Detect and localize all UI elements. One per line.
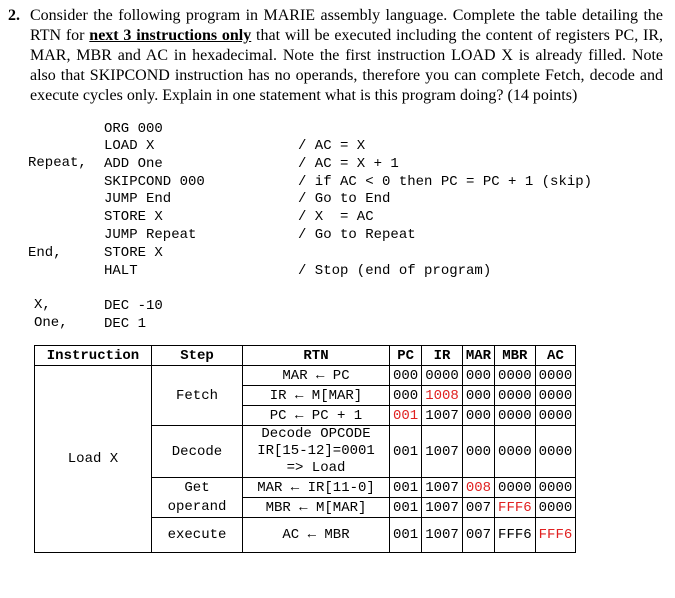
rtn-cell: IR ← M[MAR] [243,386,390,406]
instruction-cell: Load X [35,366,152,553]
rtn-decode-line2: IR[15-12]=0001 [257,443,375,459]
ir-cell: 1007 [422,498,463,518]
pc-cell: 001 [390,518,422,553]
instr-jump-end: JUMP End [104,191,172,207]
instr-store-end: STORE X [104,245,163,261]
question-text-part1: Consider the following program in MARIE assembly language. Complete the table detailing the RTN for [30,7,663,44]
mbr-cell: 0000 [495,478,536,498]
header-instruction: Instruction [35,346,152,366]
rtn-decode-line3: => Load [286,460,346,476]
rtn-cell: MAR ← PC [243,366,390,386]
ir-cell: 1007 [422,518,463,553]
instr-store: STORE X [104,209,163,225]
label-repeat: Repeat, [28,155,87,171]
rtn-table [34,345,576,553]
comment-add: / AC = X + 1 [298,156,399,172]
header-rtn: RTN [243,346,390,366]
mar-cell: 007 [462,518,494,553]
ir-cell: 1007 [422,478,463,498]
question-block [8,6,663,106]
ac-cell: 0000 [535,406,576,426]
question-text [30,6,663,106]
mbr-cell: 0000 [495,406,536,426]
label-end: End, [28,245,62,261]
ac-cell: 0000 [535,386,576,406]
mbr-cell: 0000 [495,386,536,406]
rtn-decode-line1: Decode OPCODE [261,426,371,442]
mar-cell-highlight: 008 [462,478,494,498]
pc-cell: 001 [390,478,422,498]
mbr-cell: 0000 [495,366,536,386]
label-x: X, [34,297,51,313]
header-mbr: MBR [495,346,536,366]
instr-load: LOAD X [104,138,155,154]
step-fetch: Fetch [152,366,243,426]
ac-cell: 0000 [535,478,576,498]
instr-dec-one: DEC 1 [104,316,147,332]
rtn-cell: PC ← PC + 1 [243,406,390,426]
question-number: 2. [8,7,20,24]
header-ir: IR [422,346,463,366]
instr-dec-x: DEC -10 [104,298,163,314]
ac-cell: 0000 [535,498,576,518]
mbr-cell: 0000 [495,426,536,478]
instr-skipcond: SKIPCOND 000 [104,174,205,190]
comment-store: / X = AC [298,209,374,225]
header-pc: PC [390,346,422,366]
mar-cell: 000 [462,366,494,386]
mar-cell: 000 [462,406,494,426]
comment-jump-end: / Go to End [298,191,391,207]
ir-cell-highlight: 1008 [422,386,463,406]
rtn-cell: MAR ← IR[11-0] [243,478,390,498]
pc-cell: 001 [390,498,422,518]
rtn-cell-decode [243,426,390,478]
instr-halt: HALT [104,263,138,279]
question-emphasis: next 3 instructions only [89,27,252,44]
ac-cell: 0000 [535,426,576,478]
table-row [35,366,576,386]
ac-cell-highlight: FFF6 [535,518,576,553]
ir-cell: 0000 [422,366,463,386]
table-header-row [35,346,576,366]
instr-jump-repeat: JUMP Repeat [104,227,197,243]
pc-cell: 001 [390,426,422,478]
comment-jump-repeat: / Go to Repeat [298,227,416,243]
step-decode: Decode [152,426,243,478]
header-ac: AC [535,346,576,366]
instr-add: ADD One [104,156,163,172]
pc-cell: 000 [390,366,422,386]
mbr-cell: FFF6 [495,518,536,553]
mar-cell: 000 [462,386,494,406]
step-get-operand: Get operand [152,478,243,518]
step-execute: execute [152,518,243,553]
ac-cell: 0000 [535,366,576,386]
comment-halt: / Stop (end of program) [298,263,492,279]
mbr-cell-highlight: FFF6 [495,498,536,518]
comment-load: / AC = X [298,138,366,154]
mar-cell: 007 [462,498,494,518]
question-text-part2: that will be executed including the content of registers PC, IR, MAR, MBR and AC in hexadecimal. Note the first instruction LOAD X is already filled. Note also that SKIPCOND instruction has no operands, therefore you can complete Fetch, decode and execute cycles only. Explain in one statement what is this program doing? (14 points) [30,27,663,104]
ir-cell: 1007 [422,406,463,426]
ir-cell: 1007 [422,426,463,478]
header-mar: MAR [462,346,494,366]
pc-cell-highlight: 001 [390,406,422,426]
mar-cell: 000 [462,426,494,478]
rtn-cell: MBR ← M[MAR] [243,498,390,518]
pc-cell: 000 [390,386,422,406]
label-one: One, [34,315,68,331]
rtn-cell: AC ← MBR [243,518,390,553]
comment-skipcond: / if AC < 0 then PC = PC + 1 (skip) [298,174,593,190]
header-step: Step [152,346,243,366]
instr-org: ORG 000 [104,121,163,137]
